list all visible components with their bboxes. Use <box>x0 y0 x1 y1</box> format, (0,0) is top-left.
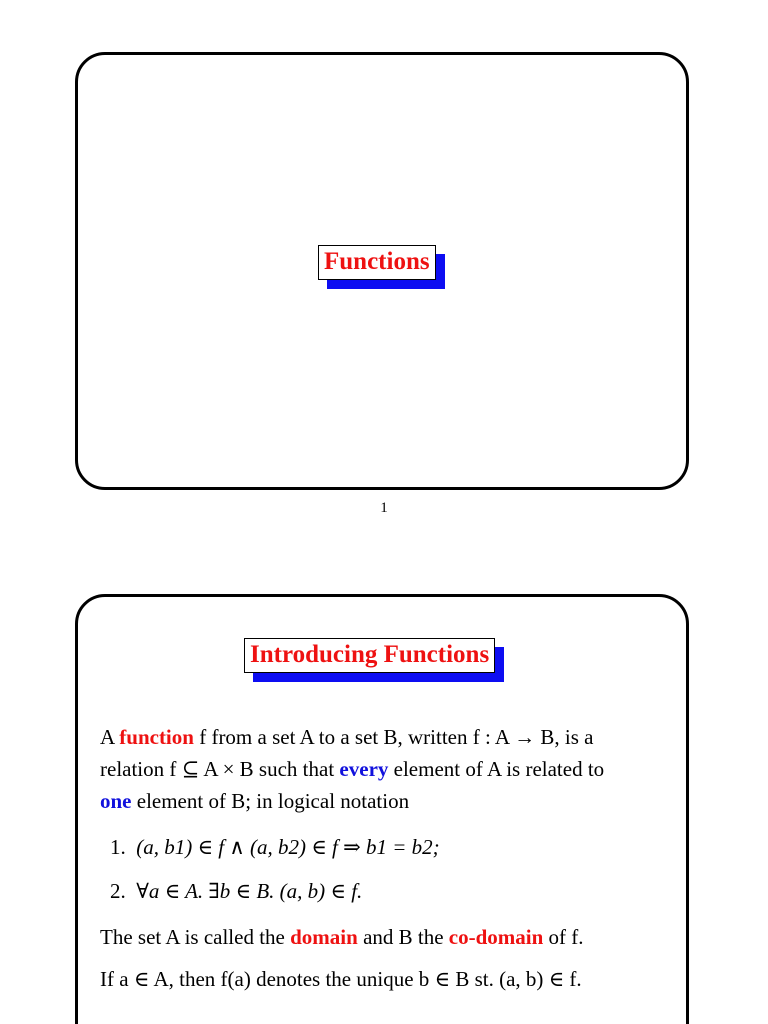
text-segment: f from a set A to a set B, written f : A → B, is a <box>193 725 594 749</box>
slide-title: Functions <box>318 245 436 280</box>
page-number: 1 <box>380 500 388 516</box>
definition-paragraph <box>100 721 680 817</box>
list-formula: (a, b1) ∈ f ∧ (a, b2) ∈ f ⇒ b1 = b2; <box>136 835 440 859</box>
list-item <box>110 875 690 907</box>
list-number: 2. <box>110 879 126 903</box>
keyword-domain: domain <box>290 925 358 949</box>
text-segment: and B the <box>357 925 449 949</box>
slide-title: Introducing Functions <box>244 638 495 673</box>
text-segment: relation f ⊆ A × B such that <box>100 757 340 781</box>
text-segment: element of A is related to <box>388 757 605 781</box>
list-item <box>110 831 690 863</box>
slide-functions-title <box>75 52 689 490</box>
domain-paragraph <box>100 921 680 953</box>
list-formula: ∀a ∈ A. ∃b ∈ B. (a, b) ∈ f. <box>136 879 363 903</box>
keyword-codomain: co-domain <box>448 925 544 949</box>
text-segment: element of B; in logical notation <box>131 789 410 813</box>
keyword-function: function <box>119 725 194 749</box>
text-segment: A <box>100 725 120 749</box>
list-number: 1. <box>110 835 126 859</box>
text-segment: The set A is called the <box>100 925 291 949</box>
notation-paragraph: If a ∈ A, then f(a) denotes the unique b ∈ B st. (a, b) ∈ f. <box>100 967 582 991</box>
keyword-one: one <box>100 789 132 813</box>
text-segment: of f. <box>543 925 584 949</box>
keyword-every: every <box>339 757 389 781</box>
slide-introducing-functions <box>75 594 689 1024</box>
